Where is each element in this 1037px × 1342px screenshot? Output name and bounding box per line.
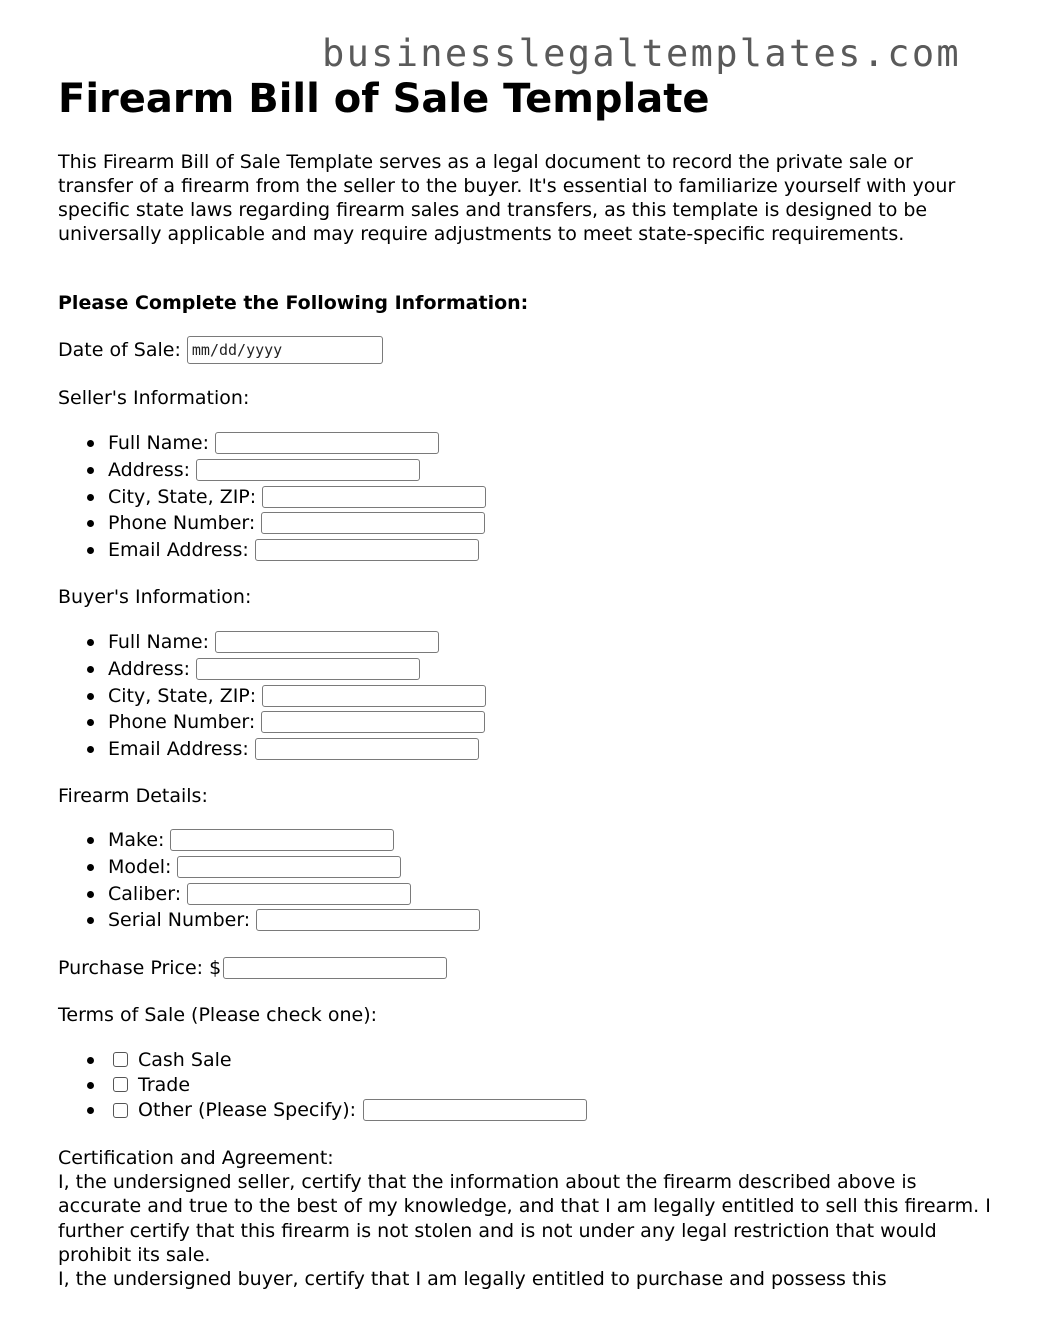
field-label: Model:	[108, 856, 172, 879]
buyer-city-state-zip-item	[58, 682, 486, 709]
cash-sale-checkbox[interactable]	[113, 1052, 128, 1067]
seller-full-name-input[interactable]	[215, 432, 439, 454]
seller-address-input[interactable]	[196, 459, 420, 481]
purchase-price-input[interactable]	[223, 957, 447, 979]
field-label: Serial Number:	[108, 909, 251, 932]
seller-city-state-zip-input[interactable]	[262, 486, 486, 508]
buyer-address-input[interactable]	[196, 658, 420, 680]
firearm-serial-input[interactable]	[256, 909, 480, 931]
field-label: Address:	[108, 459, 191, 482]
buyer-phone-item	[58, 709, 486, 736]
firearm-make-item	[58, 827, 480, 854]
field-label: Make:	[108, 829, 165, 852]
purchase-price-label: Purchase Price: $	[58, 957, 222, 979]
field-label: Caliber:	[108, 882, 182, 905]
other-specify-input[interactable]	[363, 1099, 587, 1121]
intro-paragraph: This Firearm Bill of Sale Template serves as a legal document to record the private sale or transfer of a firearm from the seller to the buyer. It's essential to familiarize yourself with your specific state laws regarding firearm sales and transfers, as this template is designed to be universally applicable and may require adjustments to meet state-specific requirements.	[58, 151, 956, 245]
seller-address-item	[58, 457, 486, 484]
trade-checkbox[interactable]	[113, 1077, 128, 1092]
seller-phone-input[interactable]	[261, 512, 485, 534]
terms-options	[58, 1047, 587, 1123]
seller-certification-text: I, the undersigned seller, certify that the information about the firearm described above is accurate and true to the best of my knowledge, and that I am legally entitled to sell this firearm. I further certify that this firearm is not stolen and is not under any legal restriction that would prohibit its sale.	[58, 1171, 991, 1266]
terms-other-item	[58, 1098, 587, 1123]
certification-heading: Certification and Agreement:	[58, 1147, 334, 1169]
field-label: Email Address:	[108, 738, 249, 761]
date-of-sale-row	[58, 336, 383, 364]
buyer-email-item	[58, 736, 486, 763]
buyer-section-heading: Buyer's Information:	[58, 586, 252, 608]
seller-city-state-zip-item	[58, 483, 486, 510]
firearm-make-input[interactable]	[170, 829, 394, 851]
terms-trade-item	[58, 1072, 587, 1097]
firearm-model-item	[58, 854, 480, 881]
buyer-city-state-zip-input[interactable]	[262, 685, 486, 707]
field-label: Full Name:	[108, 432, 209, 455]
seller-fields	[58, 430, 486, 563]
seller-phone-item	[58, 510, 486, 537]
buyer-email-input[interactable]	[255, 738, 479, 760]
date-of-sale-input[interactable]: mm/dd/yyyy	[187, 336, 383, 364]
buyer-phone-input[interactable]	[261, 711, 485, 733]
site-watermark: businesslegaltemplates.com	[322, 32, 961, 75]
field-label: Address:	[108, 658, 191, 681]
firearm-section-heading: Firearm Details:	[58, 785, 208, 807]
page-title: Firearm Bill of Sale Template	[58, 76, 710, 122]
terms-cash-sale-item	[58, 1047, 587, 1072]
other-checkbox[interactable]	[113, 1103, 128, 1118]
field-label: City, State, ZIP:	[108, 684, 257, 707]
certification-section	[58, 1146, 993, 1291]
field-label: Email Address:	[108, 539, 249, 562]
firearm-model-input[interactable]	[177, 856, 401, 878]
terms-section-heading: Terms of Sale (Please check one):	[58, 1004, 378, 1026]
seller-email-item	[58, 537, 486, 564]
field-label: Phone Number:	[108, 711, 256, 734]
buyer-certification-text: I, the undersigned buyer, certify that I am legally entitled to purchase and possess this	[58, 1268, 887, 1291]
buyer-full-name-item	[58, 629, 486, 656]
seller-full-name-item	[58, 430, 486, 457]
firearm-caliber-item	[58, 880, 480, 907]
field-label: Full Name:	[108, 631, 209, 654]
firearm-caliber-input[interactable]	[187, 883, 411, 905]
firearm-serial-item	[58, 907, 480, 934]
option-label: Cash Sale	[138, 1048, 232, 1071]
firearm-fields	[58, 827, 480, 934]
purchase-price-row	[58, 955, 447, 981]
buyer-address-item	[58, 656, 486, 683]
buyer-fields	[58, 629, 486, 762]
date-of-sale-label: Date of Sale:	[58, 339, 181, 361]
buyer-full-name-input[interactable]	[215, 631, 439, 653]
option-label: Other (Please Specify):	[138, 1099, 357, 1122]
option-label: Trade	[138, 1073, 191, 1096]
seller-section-heading: Seller's Information:	[58, 387, 250, 409]
form-prompt: Please Complete the Following Information:	[58, 292, 529, 314]
field-label: City, State, ZIP:	[108, 485, 257, 508]
field-label: Phone Number:	[108, 512, 256, 535]
seller-email-input[interactable]	[255, 539, 479, 561]
